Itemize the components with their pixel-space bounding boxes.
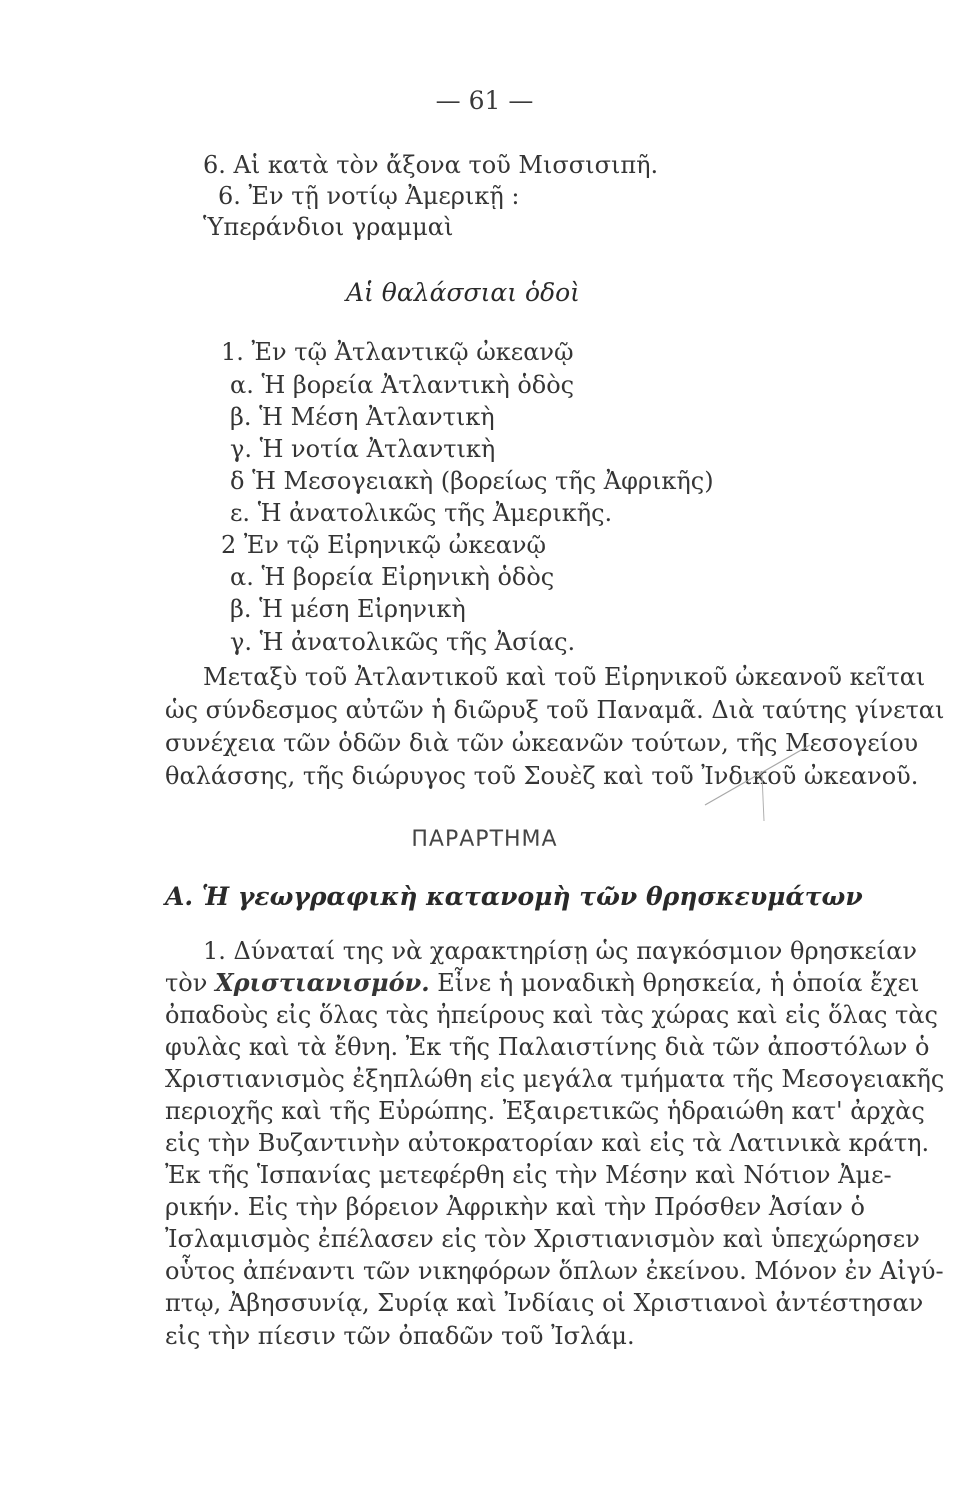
paragraph-line: 1. Δύναταί της νὰ χαρακτηρίσῃ ὡς παγκόσμιον θρησκείαν [203,937,917,965]
paragraph-line: Ἐκ τῆς Ἱσπανίας μετεφέρθη εἰς τὴν Μέσην καὶ Νότιον Ἀμε- [165,1161,892,1189]
paragraph-line: περιοχῆς καὶ τῆς Εὐρώπης. Ἐξαιρετικῶς ἡδραιώθη κατ' ἀρχὰς [165,1097,925,1125]
route-item: γ. Ἡ ἀνατολικῶς τῆς Ἀσίας. [230,628,576,656]
paragraph-line: τὸν Χριστιανισμόν. Εἶνε ἡ μοναδικὴ θρησκεία, ἡ ὁποία ἔχει [165,968,920,997]
route-item: α. Ἡ βορεία Ἀτλαντικὴ ὁδὸς [230,371,575,399]
intro-line: 6. Αἱ κατὰ τὸν ἄξονα τοῦ Μισσισιπῆ. [203,151,659,179]
route-item: ε. Ἡ ἀνατολικῶς τῆς Ἀμερικῆς. [230,499,613,527]
route-item: 1. Ἐν τῷ Ἀτλαντικῷ ὠκεανῷ [221,338,574,366]
route-item: β. Ἡ μέση Εἰρηνικὴ [230,595,466,623]
section-heading: Α. Ἡ γεωγραφικὴ κατανομὴ τῶν θρησκευμάτων [165,882,863,911]
paragraph-line: πτῳ, Ἀβησσυνίᾳ, Συρίᾳ καὶ Ἰνδίαις οἱ Χριστιανοὶ ἀντέστησαν [165,1289,924,1317]
paragraph-line: συνέχεια τῶν ὁδῶν διὰ τῶν ὠκεανῶν τούτων, τῆς Μεσογείου [165,729,919,757]
paragraph-line: ὡς σύνδεσμος αὐτῶν ἡ διῶρυξ τοῦ Παναμᾶ. Διὰ ταύτης γίνεται [165,696,945,724]
paragraph-line: φυλὰς καὶ τὰ ἔθνη. Ἐκ τῆς Παλαιστίνης διὰ τῶν ἀποστόλων ὁ [165,1033,930,1061]
sea-routes-heading: Αἱ θαλάσσιαι ὁδοὶ [346,278,580,307]
paragraph-line: εἰς τὴν Βυζαντινὴν αὐτοκρατορίαν καὶ εἰς τὰ Λατινικὰ κράτη. [165,1129,930,1157]
route-item: δ Ἡ Μεσογειακὴ (βορείως τῆς Ἀφρικῆς) [230,467,714,495]
intro-line: 6. Ἐν τῇ νοτίῳ Ἀμερικῇ : [218,182,520,210]
intro-line: Ὑπεράνδιοι γραμμαὶ [203,213,454,241]
route-item: β. Ἡ Μέση Ἀτλαντικὴ [230,403,495,431]
paragraph-line: Μεταξὺ τοῦ Ἀτλαντικοῦ καὶ τοῦ Εἰρηνικοῦ ὠκεανοῦ κεῖται [203,663,926,691]
page-number: — 61 — [435,86,534,115]
appendix-title: ΠΑΡΑΡΤΗΜΑ [411,827,558,852]
route-item: 2 Ἐν τῷ Εἰρηνικῷ ὠκεανῷ [221,531,547,559]
paragraph-line: οὗτος ἀπέναντι τῶν νικηφόρων ὅπλων ἐκείνου. Μόνον ἐν Αἰγύ- [165,1257,944,1285]
route-item: γ. Ἡ νοτία Ἀτλαντικὴ [230,435,496,463]
paragraph-line: ρικήν. Εἰς τὴν βόρειον Ἀφρικὴν καὶ τὴν Πρόσθεν Ἀσίαν ὁ [165,1193,865,1221]
route-item: α. Ἡ βορεία Εἰρηνικὴ ὁδὸς [230,563,555,591]
paragraph-line: Ἰσλαμισμὸς ἐπέλασεν εἰς τὸν Χριστιανισμὸν καὶ ὑπεχώρησεν [165,1225,920,1253]
ink-mark [700,735,820,825]
paragraph-line: ὀπαδοὺς εἰς ὅλας τὰς ἠπείρους καὶ τὰς χώρας καὶ εἰς ὅλας τὰς [165,1001,938,1029]
paragraph-line: Χριστιανισμὸς ἐξηπλώθη εἰς μεγάλα τμήματα τῆς Μεσογειακῆς [165,1065,945,1093]
emphasis-christianity: Χριστιανισμόν. [214,968,430,997]
paragraph-line: εἰς τὴν πίεσιν τῶν ὀπαδῶν τοῦ Ἰσλάμ. [165,1322,635,1350]
paragraph-line: θαλάσσης, τῆς διώρυγος τοῦ Σουὲζ καὶ τοῦ Ἰνδικοῦ ὠκεανοῦ. [165,762,919,790]
